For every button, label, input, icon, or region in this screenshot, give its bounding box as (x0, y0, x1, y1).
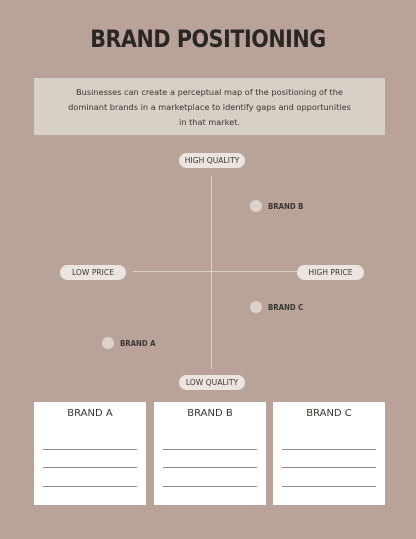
brand-a-label: BRAND A (120, 338, 156, 348)
brand-b-label: BRAND B (268, 201, 304, 211)
axis-label-low-price: LOW PRICE (60, 265, 126, 280)
write-line (43, 486, 137, 487)
write-line (163, 486, 257, 487)
write-line (282, 449, 376, 450)
vertical-axis (211, 176, 212, 369)
write-line (163, 467, 257, 468)
axis-label-low-quality: LOW QUALITY (179, 375, 245, 390)
write-line (282, 467, 376, 468)
brand-b-marker (250, 200, 262, 212)
brand-a-card (34, 402, 146, 505)
write-line (43, 449, 137, 450)
write-line (163, 449, 257, 450)
axis-label-high-quality: HIGH QUALITY (179, 153, 245, 168)
page-title: BRAND POSITIONING (90, 25, 326, 53)
brand-c-label: BRAND C (268, 302, 304, 312)
brand-c-card (273, 402, 385, 505)
axis-label-high-price: HIGH PRICE (297, 265, 364, 280)
intro-text: Businesses can create a perceptual map of the positioning of the dominant brands in a marketplace to identify gaps and opportunities in that market. (68, 87, 351, 127)
horizontal-axis (133, 271, 298, 272)
brand-a-marker (102, 337, 114, 349)
card-title: BRAND A (67, 408, 113, 419)
brand-b-card (154, 402, 266, 505)
brand-c-marker (250, 301, 262, 313)
card-title: BRAND B (187, 408, 233, 419)
intro-box (34, 78, 385, 135)
card-title: BRAND C (306, 408, 352, 419)
write-line (43, 467, 137, 468)
write-line (282, 486, 376, 487)
